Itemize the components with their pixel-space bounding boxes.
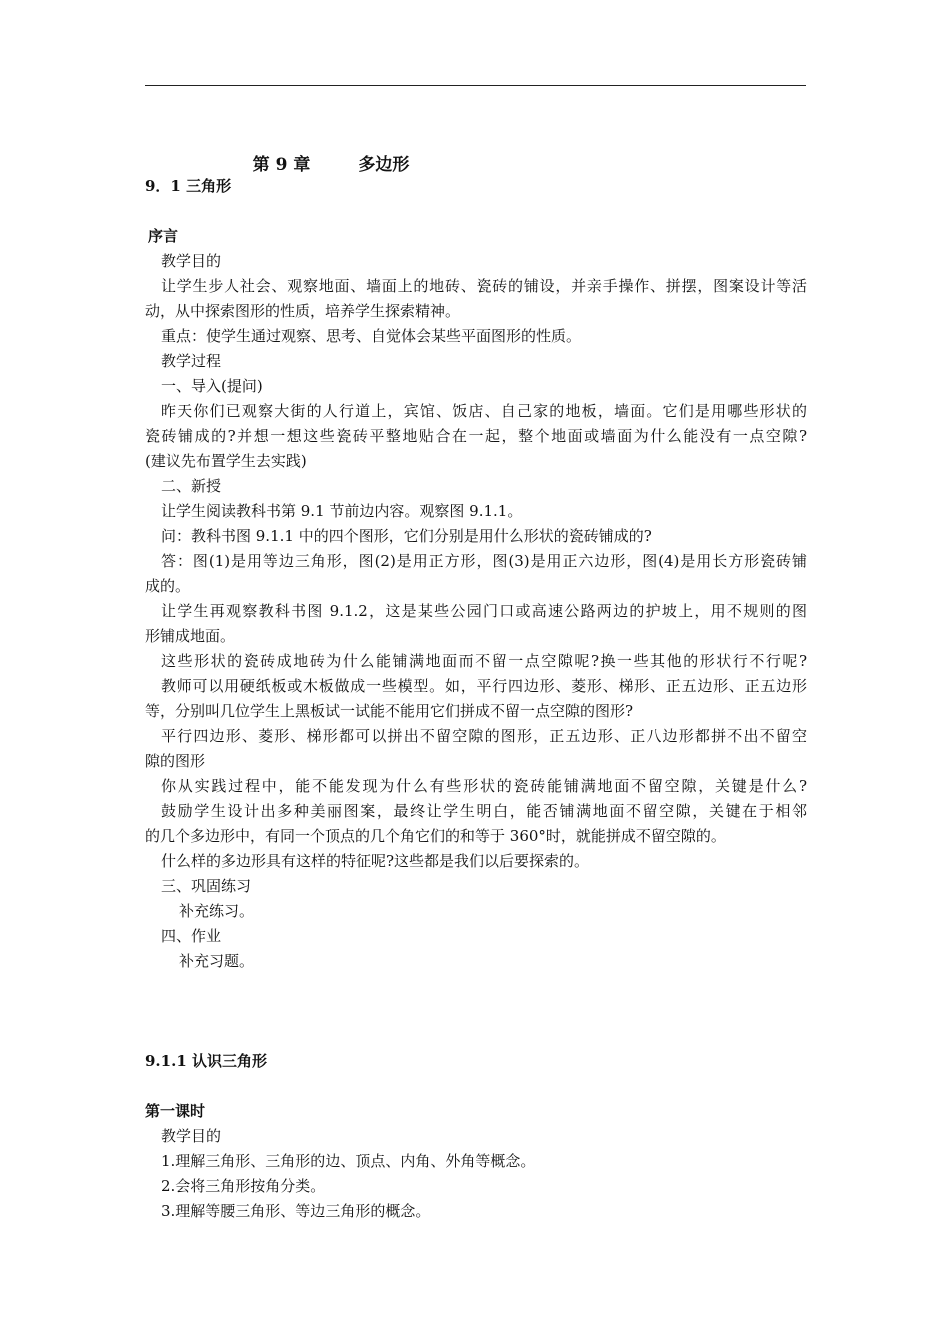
paragraph-line: 三、巩固练习 — [161, 877, 252, 895]
paragraph-line: 动，从中探索图形的性质，培养学生探索精神。 — [145, 302, 461, 320]
paragraph-line: 一、导入(提问) — [161, 377, 263, 395]
paragraph-line: 瓷砖铺成的?并想一想这些瓷砖平整地贴合在一起，整个地面或墙面为什么能没有一点空隙? — [145, 427, 807, 445]
chapter-number: 第 9 章 — [252, 155, 311, 175]
preface-heading: 序言 — [148, 227, 179, 245]
paragraph-line: 昨天你们已观察大街的人行道上，宾馆、饭店、自己家的地板，墙面。它们是用哪些形状的 — [161, 402, 807, 420]
paragraph-line: 鼓励学生设计出多种美丽图案，最终让学生明白，能否铺满地面不留空隙，关键在于相邻 — [161, 802, 807, 820]
paragraph-line: 平行四边形、菱形、梯形都可以拼出不留空隙的图形，正五边形、正八边形都拼不出不留空 — [161, 727, 807, 745]
paragraph-line: 什么样的多边形具有这样的特征呢?这些都是我们以后要探索的。 — [161, 852, 590, 870]
paragraph-line: 形铺成地面。 — [145, 627, 236, 645]
paragraph-line: 四、作业 — [161, 927, 222, 945]
paragraph-line: (建议先布置学生去实践) — [145, 452, 307, 470]
paragraph-line: 二、新授 — [161, 477, 222, 495]
paragraph-line: 这些形状的瓷砖成地砖为什么能铺满地面而不留一点空隙呢?换一些其他的形状行不行呢? — [161, 652, 807, 670]
subsection-heading: 9.1.1 认识三角形 — [145, 1052, 267, 1070]
paragraph-line: 3.理解等腰三角形、等边三角形的概念。 — [161, 1202, 431, 1220]
header-rule — [145, 85, 806, 86]
paragraph-line: 教学目的 — [161, 1127, 222, 1145]
lesson-heading: 第一课时 — [145, 1102, 206, 1120]
paragraph-line: 让学生阅读教科书第 9.1 节前边内容。观察图 9.1.1。 — [161, 502, 523, 520]
section-heading: 9．1 三角形 — [145, 177, 232, 195]
paragraph-line: 让学生步人社会、观察地面、墙面上的地砖、瓷砖的铺设，并亲手操作、拼摆，图案设计等活 — [161, 277, 807, 295]
paragraph-line: 让学生再观察教科书图 9.1.2，这是某些公园门口或高速公路两边的护坡上，用不规则的图 — [161, 602, 807, 620]
paragraph-line: 重点：使学生通过观察、思考、自觉体会某些平面图形的性质。 — [161, 327, 582, 345]
paragraph-line: 补充练习。 — [179, 902, 255, 920]
paragraph-line: 等，分别叫几位学生上黑板试一试能不能用它们拼成不留一点空隙的图形? — [145, 702, 634, 720]
chapter-name: 多边形 — [358, 155, 410, 175]
paragraph-line: 你从实践过程中，能不能发现为什么有些形状的瓷砖能铺满地面不留空隙，关键是什么? — [161, 777, 807, 795]
paragraph-line: 隙的图形 — [145, 752, 206, 770]
paragraph-line: 教学目的 — [161, 252, 222, 270]
paragraph-line: 教师可以用硬纸板或木板做成一些模型。如，平行四边形、菱形、梯形、正五边形、正五边形 — [161, 677, 807, 695]
paragraph-line: 2.会将三角形按角分类。 — [161, 1177, 326, 1195]
paragraph-line: 的几个多边形中，有同一个顶点的几个角它们的和等于 360°时，就能拼成不留空隙的。 — [145, 827, 726, 845]
paragraph-line: 补充习题。 — [179, 952, 255, 970]
paragraph-line: 问：教科书图 9.1.1 中的四个图形，它们分别是用什么形状的瓷砖铺成的? — [161, 527, 652, 545]
chapter-title — [0, 150, 662, 175]
paragraph-line: 教学过程 — [161, 352, 222, 370]
paragraph-line: 1.理解三角形、三角形的边、顶点、内角、外角等概念。 — [161, 1152, 536, 1170]
paragraph-line: 成的。 — [145, 577, 191, 595]
paragraph-line: 答：图(1)是用等边三角形，图(2)是用正方形，图(3)是用正六边形，图(4)是用长方形瓷砖铺 — [161, 552, 807, 570]
